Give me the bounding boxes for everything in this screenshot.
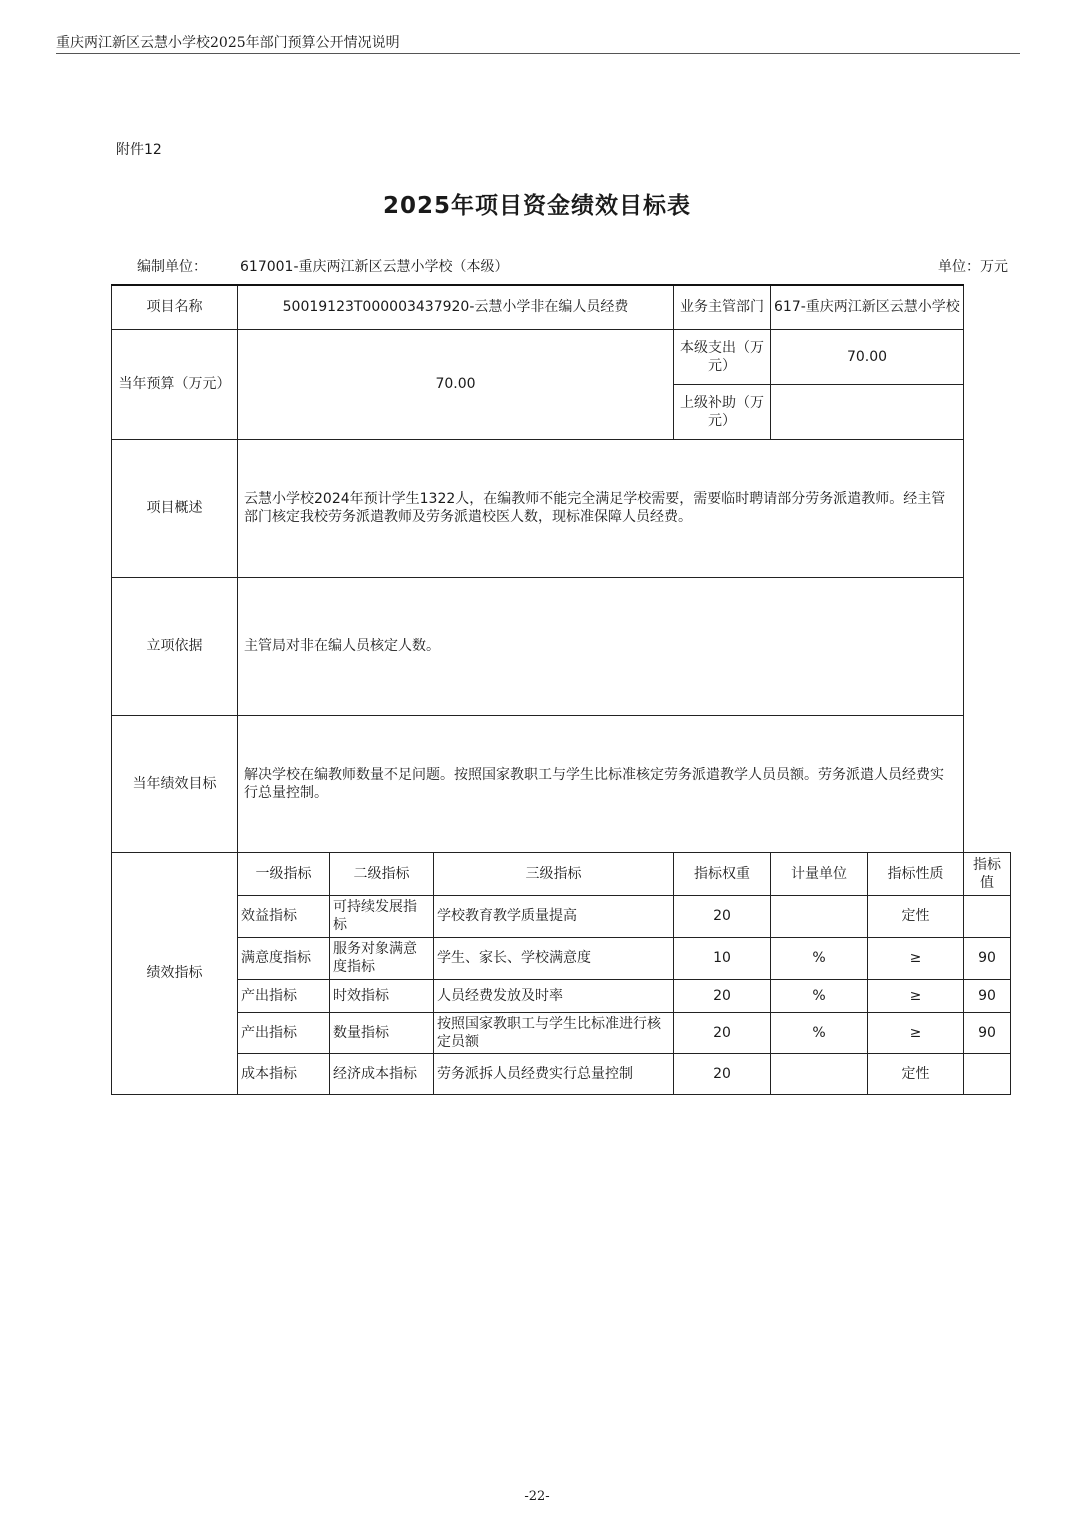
level3-cell: 按照国家教职工与学生比标准进行核定员额 <box>434 1012 674 1053</box>
nature-cell: ≥ <box>868 1012 964 1053</box>
level2-cell: 服务对象满意度指标 <box>330 937 434 979</box>
budget-value: 70.00 <box>238 329 674 439</box>
overview-text: 云慧小学校2024年预计学生1322人，在编教师不能完全满足学校需要，需要临时聘请部分劳务派遣教师。经主管部门核定我校劳务派遣教师及劳务派遣校医人数，现标准保障人员经费。 <box>238 439 964 577</box>
header-level1: 一级指标 <box>238 852 330 895</box>
value-cell: 90 <box>964 1012 1011 1053</box>
page-number: -22- <box>524 1489 550 1504</box>
value-cell: 90 <box>964 979 1011 1012</box>
nature-cell: ≥ <box>868 937 964 979</box>
value-cell <box>964 895 1011 937</box>
overview-row <box>112 439 1011 577</box>
level2-cell: 时效指标 <box>330 979 434 1012</box>
budget-row <box>112 329 1011 384</box>
basis-text: 主管局对非在编人员核定人数。 <box>238 577 964 715</box>
nature-cell: 定性 <box>868 895 964 937</box>
header-rule <box>56 53 1020 54</box>
nature-cell: ≥ <box>868 979 964 1012</box>
unit-text: 单位：万元 <box>938 259 1008 275</box>
indicators-label: 绩效指标 <box>112 852 238 1094</box>
indicator-row <box>112 895 1011 937</box>
nature-cell: 定性 <box>868 1053 964 1094</box>
header-nature: 指标性质 <box>868 852 964 895</box>
level3-cell: 人员经费发放及时率 <box>434 979 674 1012</box>
performance-target-table <box>111 284 1011 1095</box>
value-cell: 90 <box>964 937 1011 979</box>
unit-cell: % <box>771 937 868 979</box>
level1-cell: 效益指标 <box>238 895 330 937</box>
basis-label: 立项依据 <box>112 577 238 715</box>
header-value: 指标值 <box>964 852 1011 895</box>
level1-cell: 成本指标 <box>238 1053 330 1094</box>
weight-cell: 20 <box>674 895 771 937</box>
unit-cell: % <box>771 979 868 1012</box>
value-cell <box>964 1053 1011 1094</box>
level2-cell: 可持续发展指标 <box>330 895 434 937</box>
compile-unit-label: 编制单位： <box>137 259 207 275</box>
weight-cell: 10 <box>674 937 771 979</box>
dept-value: 617-重庆两江新区云慧小学校 <box>771 285 964 329</box>
unit-cell <box>771 895 868 937</box>
superior-subsidy-label: 上级补助（万元） <box>674 384 771 439</box>
indicator-row <box>112 979 1011 1012</box>
header-level3: 三级指标 <box>434 852 674 895</box>
goal-text: 解决学校在编教师数量不足问题。按照国家教职工与学生比标准核定劳务派遣教学人员员额。劳务派遣人员经费实行总量控制。 <box>238 715 964 852</box>
own-expense-value: 70.00 <box>771 329 964 384</box>
indicator-header-row <box>112 852 1011 895</box>
goal-label: 当年绩效目标 <box>112 715 238 852</box>
compile-unit-value: 617001-重庆两江新区云慧小学校（本级） <box>240 259 509 275</box>
project-name-value: 50019123T000003437920-云慧小学非在编人员经费 <box>238 285 674 329</box>
header-level2: 二级指标 <box>330 852 434 895</box>
level1-cell: 产出指标 <box>238 1012 330 1053</box>
level3-cell: 学生、家长、学校满意度 <box>434 937 674 979</box>
level3-cell: 学校教育教学质量提高 <box>434 895 674 937</box>
unit-cell <box>771 1053 868 1094</box>
running-header: 重庆两江新区云慧小学校2025年部门预算公开情况说明 <box>56 35 400 51</box>
page-title: 2025年项目资金绩效目标表 <box>382 193 691 219</box>
header-weight: 指标权重 <box>674 852 771 895</box>
compile-unit <box>137 256 509 276</box>
project-name-label: 项目名称 <box>112 285 238 329</box>
own-expense-label: 本级支出（万元） <box>674 329 771 384</box>
project-name-row <box>112 285 1011 329</box>
dept-label: 业务主管部门 <box>674 285 771 329</box>
header-unit: 计量单位 <box>771 852 868 895</box>
level1-cell: 产出指标 <box>238 979 330 1012</box>
unit-cell: % <box>771 1012 868 1053</box>
overview-label: 项目概述 <box>112 439 238 577</box>
level2-cell: 经济成本指标 <box>330 1053 434 1094</box>
weight-cell: 20 <box>674 1012 771 1053</box>
indicator-row <box>112 1053 1011 1094</box>
superior-subsidy-value <box>771 384 964 439</box>
indicator-row <box>112 937 1011 979</box>
attachment-label: 附件12 <box>116 142 162 158</box>
budget-label: 当年预算（万元） <box>112 329 238 439</box>
level3-cell: 劳务派拆人员经费实行总量控制 <box>434 1053 674 1094</box>
basis-row <box>112 577 1011 715</box>
level2-cell: 数量指标 <box>330 1012 434 1053</box>
level1-cell: 满意度指标 <box>238 937 330 979</box>
goal-row <box>112 715 1011 852</box>
indicator-row <box>112 1012 1011 1053</box>
weight-cell: 20 <box>674 979 771 1012</box>
weight-cell: 20 <box>674 1053 771 1094</box>
